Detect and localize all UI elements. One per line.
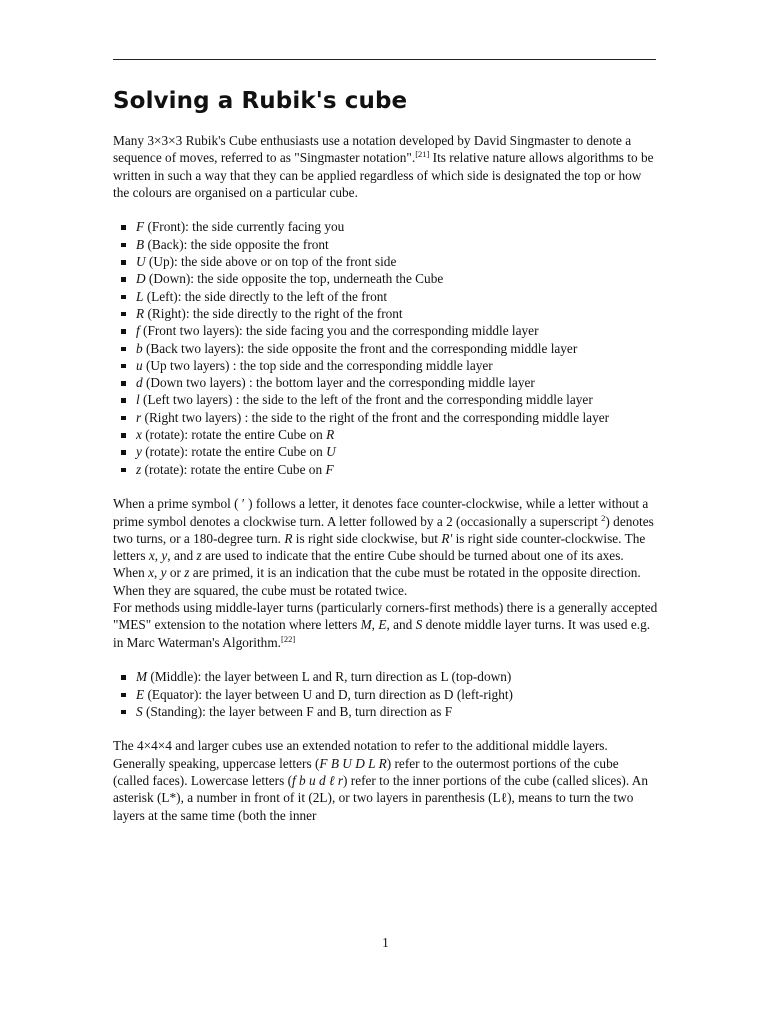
list-item: d (Down two layers) : the bottom layer and the corresponding middle layer	[113, 374, 658, 391]
list-item: y (rotate): rotate the entire Cube on U	[113, 443, 658, 460]
citation-link[interactable]: [21]	[415, 149, 430, 160]
list-item: f (Front two layers): the side facing you and the corresponding middle layer	[113, 322, 658, 339]
document-body	[113, 132, 658, 824]
list-item: R (Right): the side directly to the right of the front	[113, 305, 658, 322]
list-item: B (Back): the side opposite the front	[113, 236, 658, 253]
move-list	[113, 218, 658, 477]
top-rule	[113, 59, 656, 60]
list-item: S (Standing): the layer between F and B, turn direction as F	[113, 703, 658, 720]
list-item: b (Back two layers): the side opposite the front and the corresponding middle layer	[113, 340, 658, 357]
intro-paragraph: Many 3×3×3 Rubik's Cube enthusiasts use a notation developed by David Singmaster to denote a sequence of moves, referred to as "Singmaster notation".[21] Its relative nature allows algorithms to be written in such a way that they can be applied regardless of which side is designated the top or how the colours are organised on a particular cube.	[113, 133, 654, 200]
list-item: U (Up): the side above or on top of the front side	[113, 253, 658, 270]
prime-paragraph: When a prime symbol ( ′ ) follows a letter, it denotes face counter-clockwise, while a letter without a prime symbol denotes a clockwise turn. A letter followed by a 2 (occasionally a superscript $^2$) denotes two turns, or a 180-degree turn. R is right side clockwise, but R' is right side counter-clockwise. The letters x, y, and z are used to indicate that the entire Cube should be turned about one of its axes. When x, y or z are primed, it is an indication that the cube must be rotated in the opposite direction. When they are squared, the cube must be rotated twice.	[113, 496, 654, 598]
list-item: u (Up two layers) : the top side and the corresponding middle layer	[113, 357, 658, 374]
list-item: r (Right two layers) : the side to the right of the front and the corresponding middle layer	[113, 409, 658, 426]
list-item: l (Left two layers) : the side to the left of the front and the corresponding middle layer	[113, 391, 658, 408]
list-item: L (Left): the side directly to the left of the front	[113, 288, 658, 305]
page-title: Solving a Rubik's cube	[113, 88, 408, 114]
list-item: z (rotate): rotate the entire Cube on F	[113, 461, 658, 478]
list-item: M (Middle): the layer between L and R, turn direction as L (top-down)	[113, 668, 658, 685]
mes-paragraph: For methods using middle-layer turns (particularly corners-first methods) there is a generally accepted "MES" extension to the notation where letters M, E, and S denote middle layer turns. It was used e.g. in Marc Waterman's Algorithm.[22]	[113, 600, 658, 650]
list-item: x (rotate): rotate the entire Cube on R	[113, 426, 658, 443]
list-item: F (Front): the side currently facing you	[113, 218, 658, 235]
list-item: D (Down): the side opposite the top, underneath the Cube	[113, 270, 658, 287]
page-number: 1	[382, 935, 389, 950]
citation-link[interactable]: [22]	[281, 633, 296, 644]
list-item: E (Equator): the layer between U and D, turn direction as D (left-right)	[113, 686, 658, 703]
big-cube-paragraph: The 4×4×4 and larger cubes use an extended notation to refer to the additional middle layers. Generally speaking, uppercase letters (F B U D L R) refer to the outermost portions of the cube (called faces). Lowercase letters (f b u d ℓ r) refer to the inner portions of the cube (called slices). An asterisk (L*), a number in front of it (2L), or two layers in parenthesis (Lℓ), means to turn the two layers at the same time (both the inner	[113, 738, 648, 823]
mes-move-list	[113, 668, 658, 720]
